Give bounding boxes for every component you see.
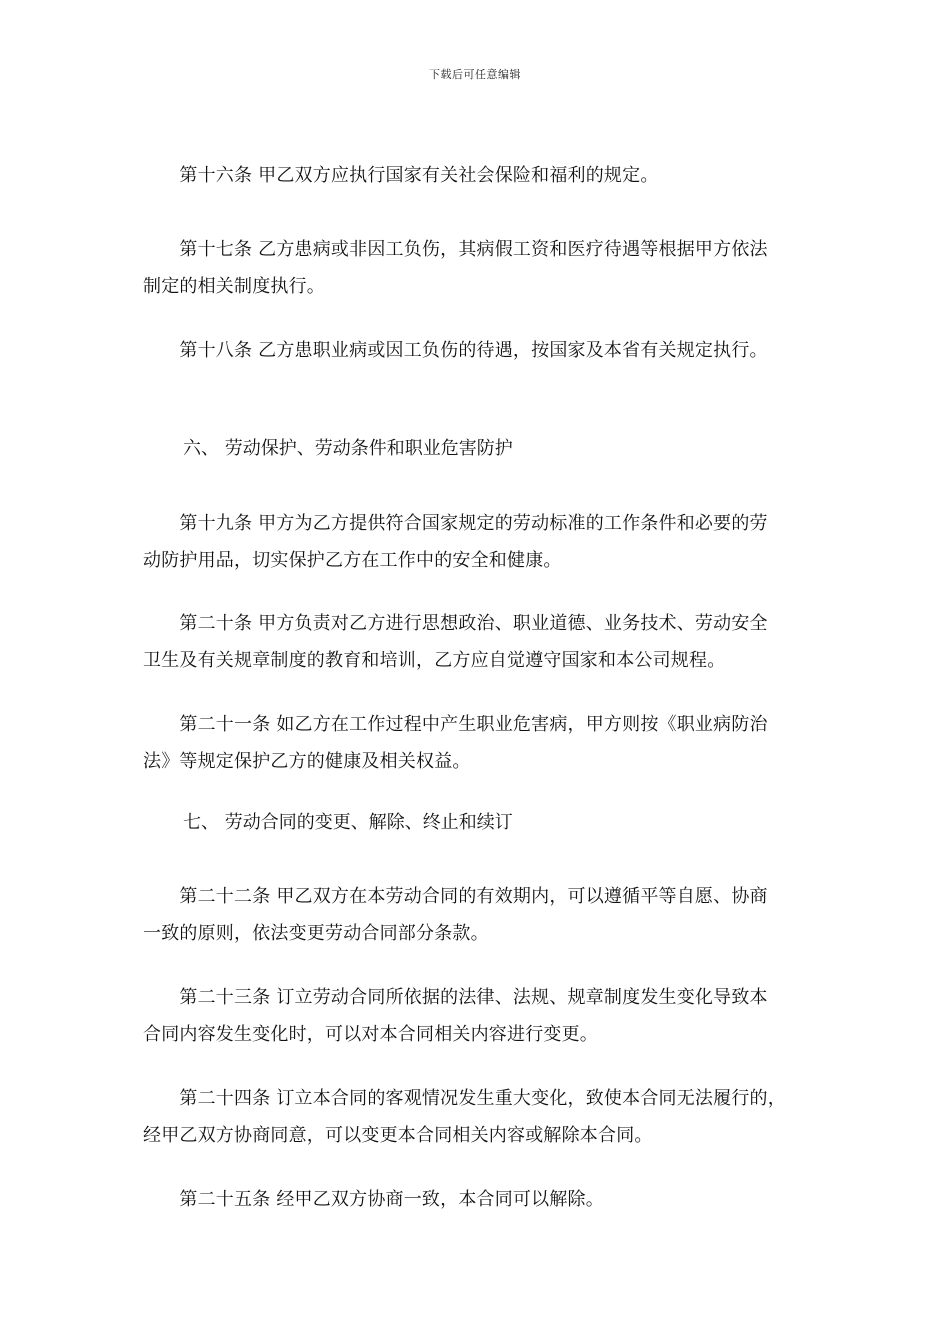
article-16-line-1: 第十六条 甲乙双方应执行国家有关社会保险和福利的规定。 — [143, 165, 659, 186]
section-heading-7: 七、 劳动合同的变更、解除、终止和续订 — [183, 812, 513, 833]
article-21-line-2: 法》等规定保护乙方的健康及相关权益。 — [143, 751, 471, 772]
article-22-line-1: 第二十二条 甲乙双方在本劳动合同的有效期内，可以遵循平等自愿、协商 — [143, 886, 768, 907]
article-20-line-1: 第二十条 甲方负责对乙方进行思想政治、职业道德、业务技术、劳动安全 — [143, 613, 768, 634]
article-19-line-1: 第十九条 甲方为乙方提供符合国家规定的劳动标准的工作条件和必要的劳 — [143, 513, 768, 534]
article-25 — [143, 1181, 823, 1218]
article-17 — [143, 231, 823, 305]
article-22 — [143, 878, 823, 952]
article-18-line-1: 第十八条 乙方患职业病或因工负伤的待遇，按国家及本省有关规定执行。 — [143, 340, 768, 361]
article-22-line-2: 一致的原则，依法变更劳动合同部分条款。 — [143, 923, 489, 944]
article-24 — [143, 1080, 823, 1154]
article-20 — [143, 605, 823, 679]
article-23-line-2: 合同内容发生变化时，可以对本合同相关内容进行变更。 — [143, 1024, 598, 1045]
article-21 — [143, 706, 823, 780]
section-heading-6: 六、 劳动保护、劳动条件和职业危害防护 — [183, 438, 513, 459]
article-23-line-1: 第二十三条 订立劳动合同所依据的法律、法规、规章制度发生变化导致本 — [143, 987, 768, 1008]
article-25-line-1: 第二十五条 经甲乙双方协商一致，本合同可以解除。 — [143, 1189, 604, 1210]
article-17-line-1: 第十七条 乙方患病或非因工负伤，其病假工资和医疗待遇等根据甲方依法 — [143, 239, 768, 260]
article-23 — [143, 979, 823, 1053]
article-17-line-2: 制定的相关制度执行。 — [143, 276, 325, 297]
article-19-line-2: 动防护用品，切实保护乙方在工作中的安全和健康。 — [143, 550, 562, 571]
article-19 — [143, 505, 823, 579]
page-header: 下载后可任意编辑 — [429, 68, 521, 81]
article-18 — [143, 332, 823, 369]
article-16 — [143, 157, 823, 194]
article-20-line-2: 卫生及有关规章制度的教育和培训，乙方应自觉遵守国家和本公司规程。 — [143, 650, 726, 671]
article-24-line-1: 第二十四条 订立本合同的客观情况发生重大变化，致使本合同无法履行的， — [143, 1088, 786, 1109]
article-24-line-2: 经甲乙双方协商同意，可以变更本合同相关内容或解除本合同。 — [143, 1125, 653, 1146]
article-21-line-1: 第二十一条 如乙方在工作过程中产生职业危害病，甲方则按《职业病防治 — [143, 714, 768, 735]
